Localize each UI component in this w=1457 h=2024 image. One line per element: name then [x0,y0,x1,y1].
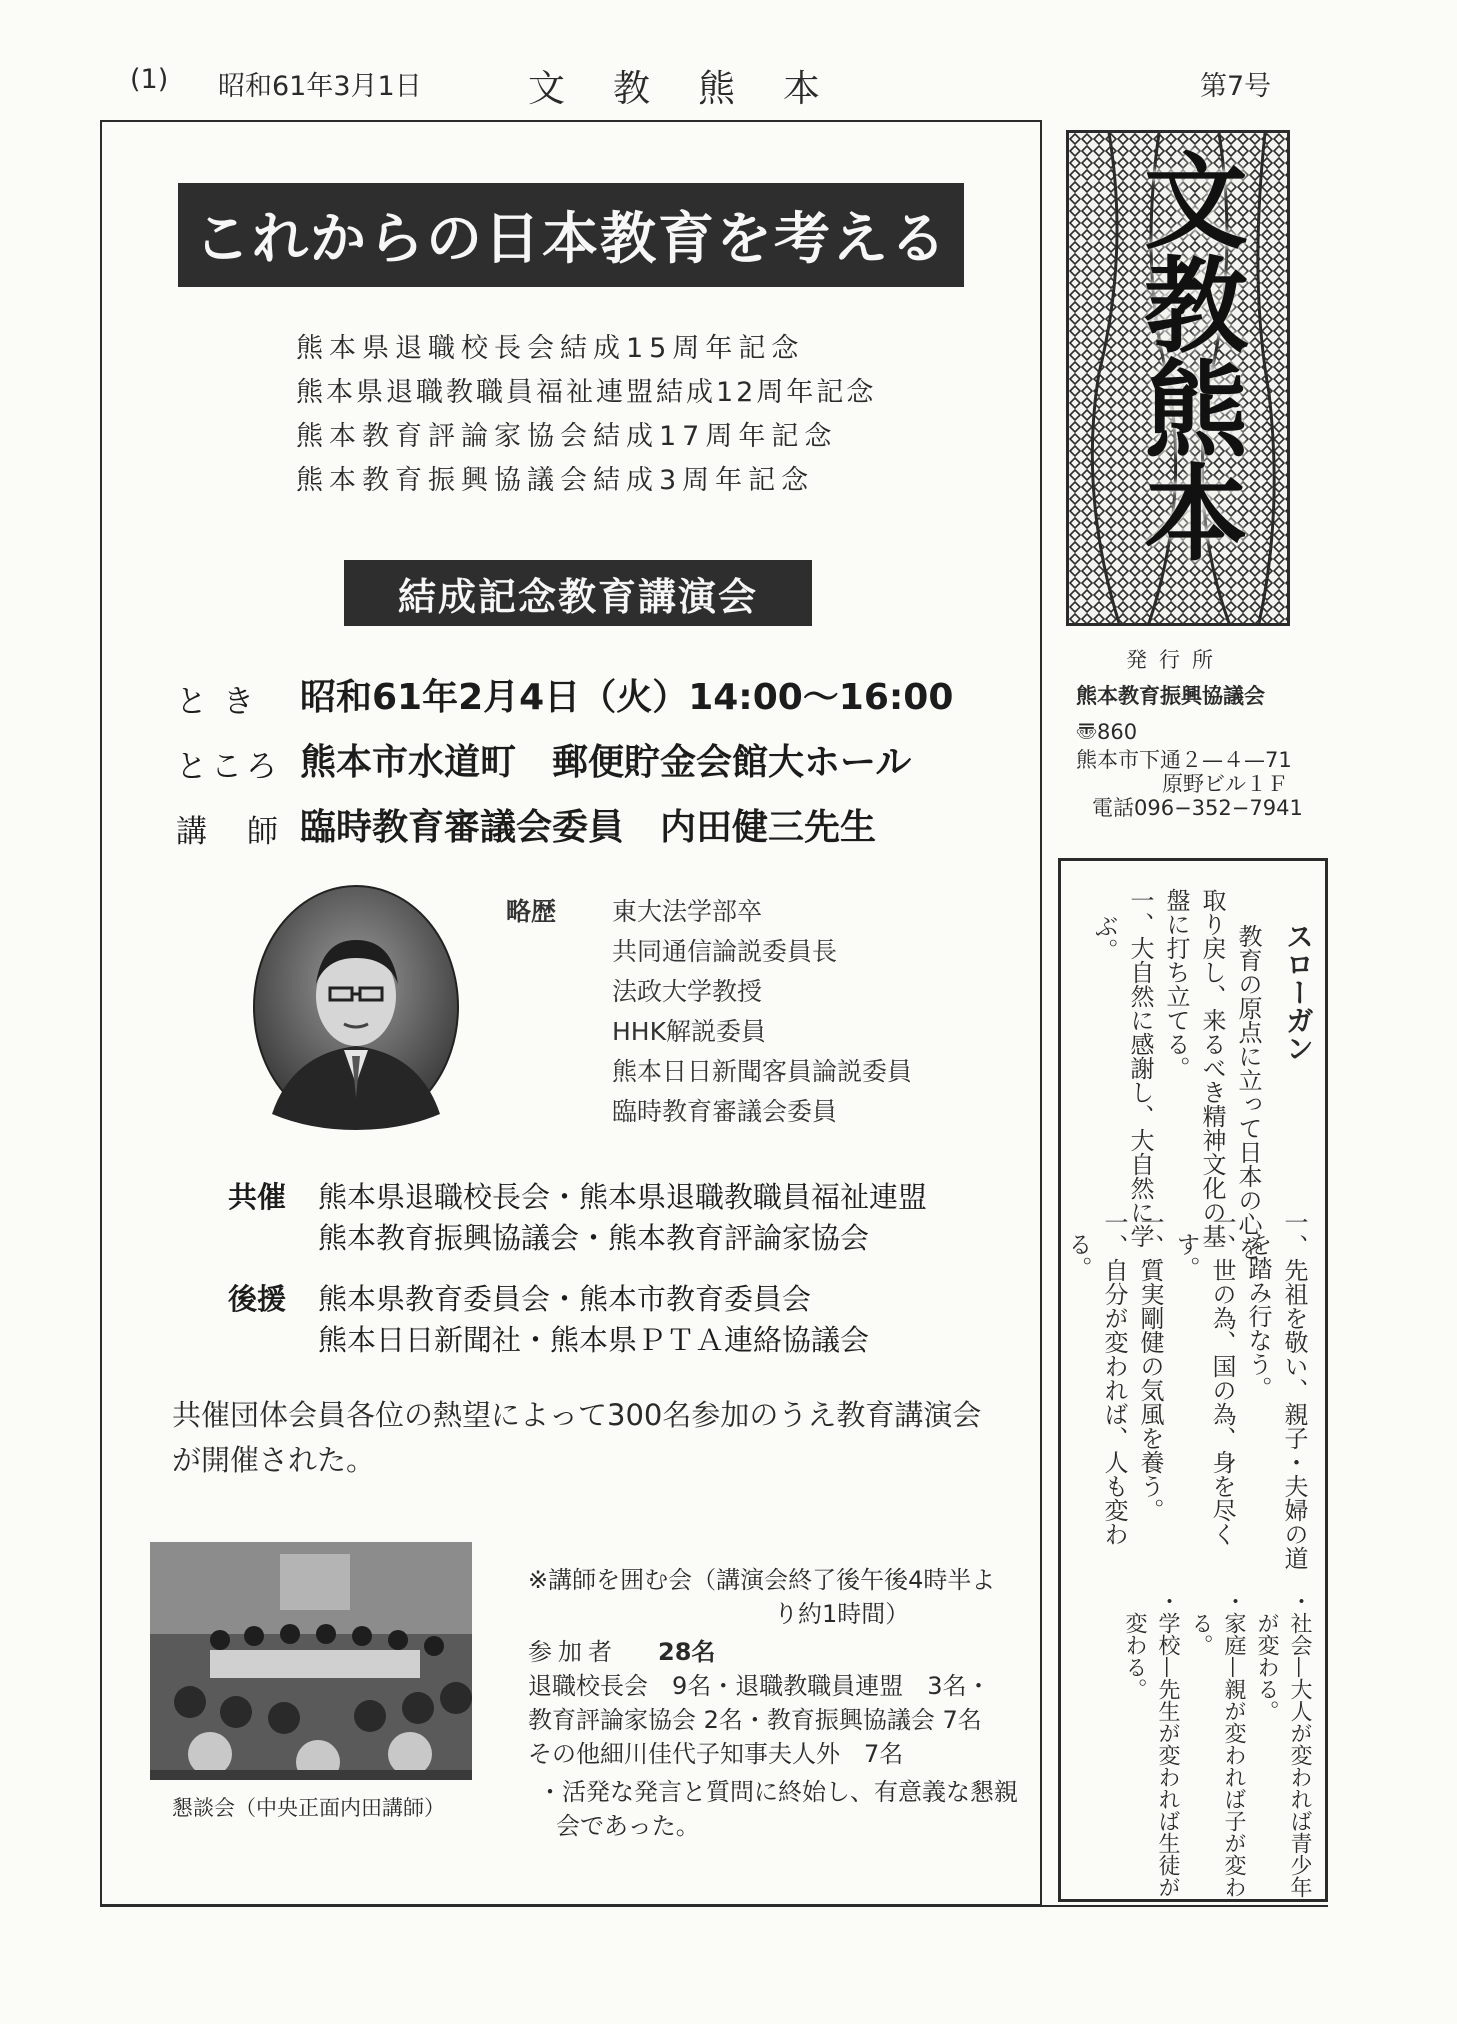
bio-line: 共同通信論説委員長 [612,937,838,966]
subtitle-banner: 結成記念教育講演会 [344,560,812,626]
slogan-line: 一、大自然に感謝し、大自然に学 [1126,888,1154,1248]
participants-line: 教育評論家協会 2名・教育振興協議会 7名 [528,1706,982,1734]
bio-line: 法政大学教授 [612,977,763,1006]
cohost-line: 熊本県退職校長会・熊本県退職教職員福祉連盟 [318,1180,928,1214]
detail-label-where: ところ [176,749,281,785]
detail-label-when: とき [176,684,270,720]
bio-line: 熊本日日新聞客員論説委員 [612,1057,913,1086]
issue-number: 第7号 [1200,71,1272,102]
slogan-line: 一、自分が変われば、人も変わ [1100,1210,1128,1546]
detail-value-speaker: 臨時教育審議会委員 内田健三先生 [300,807,877,848]
speaker-portrait [252,884,460,1130]
cohost-label: 共催 [228,1180,287,1214]
page-number: (1) [130,64,169,95]
slogan-title: スローガン [1282,922,1315,1062]
bottom-rule [100,1905,1328,1907]
slogan-line: ・学校—先生が変われば生徒が [1155,1590,1180,1898]
meeting-title-cont: り約1時間） [774,1600,910,1628]
participants-count: 28名 [658,1638,716,1666]
bio-line: 臨時教育審議会委員 [612,1097,838,1126]
anniversary-line: 熊本教育評論家協会結成17周年記念 [296,421,838,452]
slogan-line: 盤に打ち立てる。 [1162,888,1190,1080]
masthead-box [1066,130,1290,626]
support-label: 後援 [228,1282,287,1316]
meeting-note-cont: 会であった。 [556,1812,700,1840]
support-line: 熊本日日新聞社・熊本県ＰＴＡ連絡協議会 [318,1323,870,1357]
slogan-line: 一、世の為、国の為、身を尽く [1208,1210,1236,1546]
slogan-line: 変わる。 [1122,1612,1147,1700]
slogan-line: 一、先祖を敬い、親子・夫婦の道 [1280,1210,1308,1570]
masthead-title: 文教熊本 [1126,147,1249,563]
anniversary-line: 熊本教育振興協議会結成3周年記念 [296,465,815,496]
participants-line: その他細川佳代子知事夫人外 7名 [528,1740,904,1768]
detail-value-where: 熊本市水道町 郵便貯金会館大ホール [300,742,912,783]
publisher-building: 原野ビル１Ｆ [1162,772,1288,796]
slogan-line: ぶ。 [1090,914,1118,962]
participants-label: 参加者 [528,1638,618,1666]
slogan-bottom [1066,1590,1316,1898]
participants-line: 退職校長会 9名・退職教職員連盟 3名・ [528,1672,991,1700]
newspaper-title: 文教熊本 [528,67,868,110]
detail-label-speaker: 講師 [176,814,318,850]
bio-line: 東大法学部卒 [612,897,763,926]
bio-line: HHK解説委員 [612,1017,766,1046]
publisher-postal: 〠860 [1076,720,1138,744]
publisher-address: 熊本市下通２—４—71 [1076,748,1292,772]
slogan-line: 取り戻し、来るべき精神文化の基 [1198,888,1226,1248]
headline-banner: これからの日本教育を考える [178,183,964,287]
slogan-line: ・家庭—親が変われば子が変わ [1221,1590,1246,1898]
anniversary-line: 熊本県退職校長会結成15周年記念 [296,333,805,364]
slogan-line: 一、質実剛健の気風を養う。 [1136,1210,1164,1522]
summary-line: が開催された。 [172,1443,376,1477]
slogan-line: る。 [1188,1612,1213,1656]
meeting-note: ・活発な発言と質問に終始し、有意義な懇親 [538,1778,1018,1806]
anniversary-line: 熊本県退職教職員福祉連盟結成12周年記念 [296,377,877,408]
detail-value-when: 昭和61年2月4日（火）14:00〜16:00 [300,677,954,718]
summary-line: 共催団体会員各位の熱望によって300名参加のうえ教育講演会 [172,1398,982,1432]
issue-date: 昭和61年3月1日 [218,71,422,102]
publisher-phone: 電話096−352−7941 [1092,796,1303,820]
slogan-line: る。 [1064,1232,1092,1280]
meeting-photo [150,1542,472,1780]
slogan-line: を踏み行なう。 [1244,1232,1272,1400]
photo-caption: 懇談会（中央正面内田講師） [172,1796,445,1820]
publisher-label: 発行所 [1126,648,1225,672]
meeting-title: ※講師を囲む会（講演会終了後午後4時半よ [528,1566,996,1594]
publisher-name: 熊本教育振興協議会 [1076,684,1265,708]
slogan-line: ・社会—大人が変われば青少年 [1287,1590,1312,1898]
bio-label: 略歴 [506,897,557,926]
slogan-line: が変わる。 [1254,1612,1279,1722]
slogan-line: 教育の原点に立って日本の心を [1234,924,1262,1260]
support-line: 熊本県教育委員会・熊本市教育委員会 [318,1282,812,1316]
slogan-line: す。 [1172,1232,1200,1280]
cohost-line: 熊本教育振興協議会・熊本教育評論家協会 [318,1221,870,1255]
